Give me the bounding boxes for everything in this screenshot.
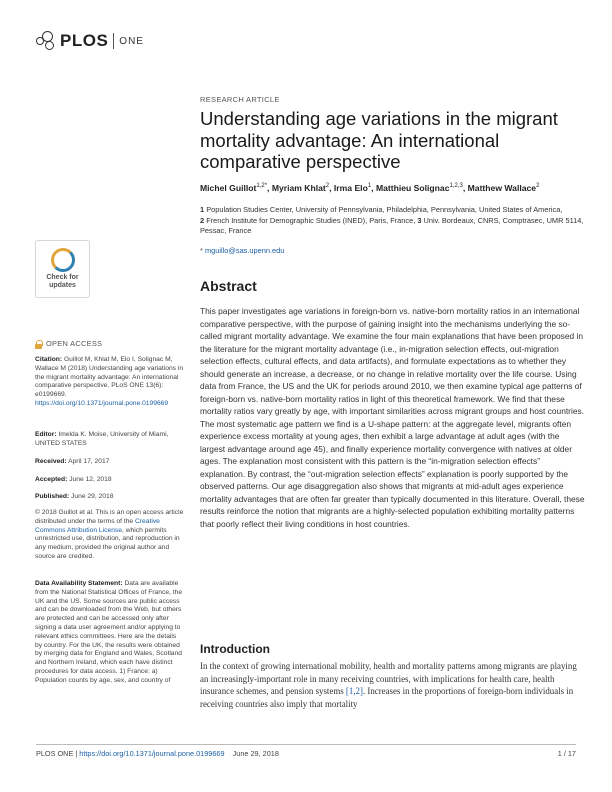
article-type: RESEARCH ARTICLE (200, 95, 280, 104)
logo-journal: ONE (119, 35, 144, 47)
update-check-icon (51, 248, 75, 272)
accepted-date: Accepted: June 12, 2018 (35, 476, 112, 483)
logo-divider (113, 33, 114, 49)
footer-date: June 29, 2018 (232, 749, 279, 758)
footer-journal: PLOS ONE (36, 749, 74, 758)
abstract-heading: Abstract (200, 278, 257, 294)
abstract-text: This paper investigates age variations in foreign-born vs. native-born mortality ratios in an international comparative perspective, with the purpose of gaining insight into the mechanisms underlying the so-called migrant mortality advantage. We examine the four main explanations that have been proposed in the literature for the migrant mortality advantage (i.e., in-migration selection effects, out-migration selection effects, cultural effects, and data artifacts), and formulate expectations as to whether they should generate an increase, a decrease, or no change in relative mortality over the life course. Using data from France, the US and the UK for periods around 2010, we then examine typical age patterns of foreign-born vs. native-born mortality ratios in light of this theoretical framework. We find that these mortality ratios vary greatly by age, with important similarities across migrant groups and host countries. The most systematic age pattern we find is a U-shape pattern: at the aggregate level, migrants often experience excess mortality at young ages, then exhibit a large advantage at adult ages (with the largest advantage around age 45), and finally experience mortality convergence with natives at older ages. The explanation most consistent with this pattern is the “in-migration selection effects” explanation. By contrast, the “out-migration selection effects” explanation is poorly supported by the observed patterns. Our age disaggregation also shows that migrants at mid-adult ages experience mortality advantages that are often far greater than typically documented in this literature. Overall, these results reinforce the notion that migrants are a highly-selected population exhibiting mortality patterns that poorly reflect their living conditions in host countries. (200, 306, 585, 529)
editor: Editor: Imelda K. Moise, University of Miami, UNITED STATES (35, 431, 169, 447)
author-list: Michel Guillot$^{1,2*}$, Myriam Khlat$^2$, Irma Elo$^1$, Matthieu Solignac$^{1,2,3}$, Matthew Wallace$^2$ (200, 183, 540, 193)
check-label-1: Check for (46, 274, 79, 281)
introduction-heading: Introduction (200, 642, 270, 656)
affiliations: 1 Population Studies Center, University of Pennsylvania, Philadelphia, Pennsylvania, United States of America, 2 French Institute for Demographic Studies (INED), Paris, France, 3 Univ. Bordeaux, CNRS, Comptrasec, UMR 5114, Pessac, France (200, 205, 584, 235)
footer-doi-link[interactable]: https://doi.org/10.1371/journal.pone.0199669 (79, 749, 225, 758)
citation-doi-link[interactable]: https://doi.org/10.1371/journal.pone.0199669 (35, 399, 169, 407)
introduction-text: In the context of growing international mobility, health and mortality patterns among migrants are playing an increasingly-important role in many receiving countries, with implications for health care, health insurance schemes, and pension systems [1,2]. Increases in the proportions of foreign-born individuals in receiving countries also imply that mortality (200, 661, 577, 709)
check-label-2: updates (49, 282, 76, 289)
data-availability: Data Availability Statement: Data are available from the National Statistical Offices of France, the UK and the US. Some sources are public access and can be downloaded from the Web, but others are protected and can be accessed only after signing a data user agreement and/or applying to relevant ethics committees. Here are the details by country. For the UK, the results were obtained by merging data for England and Wales, Scotland and Northern Ireland, which each have distinct procedures for data access. 1) France: a) Population counts by age, sex, and country of (35, 580, 183, 684)
page-number: 1 / 17 (557, 749, 576, 758)
open-lock-icon (35, 340, 42, 349)
email-link[interactable]: mguillo@sas.upenn.edu (204, 246, 285, 255)
author-name: Matthieu Solignac (375, 183, 450, 193)
reference-link[interactable]: [1,2] (345, 686, 363, 696)
open-access: OPEN ACCESS (35, 340, 185, 349)
plos-logo[interactable] (36, 30, 144, 52)
citation: Citation: Guillot M, Khlat M, Elo I, Solignac M, Wallace M (2018) Understanding age variations in the migrant mortality advantage: An international comparative perspective. PLoS ONE 13(6): e0199669. https://doi.org/10.1371/journal.pone.0199669 (35, 356, 184, 407)
corresponding-email: * mguillo@sas.upenn.edu (200, 246, 285, 255)
plos-logo-icon (36, 31, 56, 51)
author-name: Myriam Khlat (271, 183, 326, 193)
author-name: Irma Elo (333, 183, 368, 193)
author-name: Michel Guillot (200, 183, 257, 193)
license-link[interactable]: Creative Commons Attribution License (35, 517, 160, 534)
check-for-updates-badge[interactable] (35, 240, 90, 298)
copyright: © 2018 Guillot et al. This is an open access article distributed under the terms of the Creative Commons Attribution License, which permits unrestricted use, distribution, and reproduction in any medium, provided the original author and source are credited. (35, 509, 184, 560)
footer-divider (36, 744, 576, 745)
author-name: Matthew Wallace (467, 183, 537, 193)
published-date: Published: June 29, 2018 (35, 493, 114, 500)
article-title: Understanding age variations in the migrant mortality advantage: An international comparative perspective (200, 108, 558, 172)
page-footer: PLOS ONE | https://doi.org/10.1371/journal.pone.0199669 June 29, 2018 1 / 17 (36, 749, 576, 758)
logo-word: PLOS (60, 31, 109, 50)
received-date: Received: April 17, 2017 (35, 458, 110, 465)
